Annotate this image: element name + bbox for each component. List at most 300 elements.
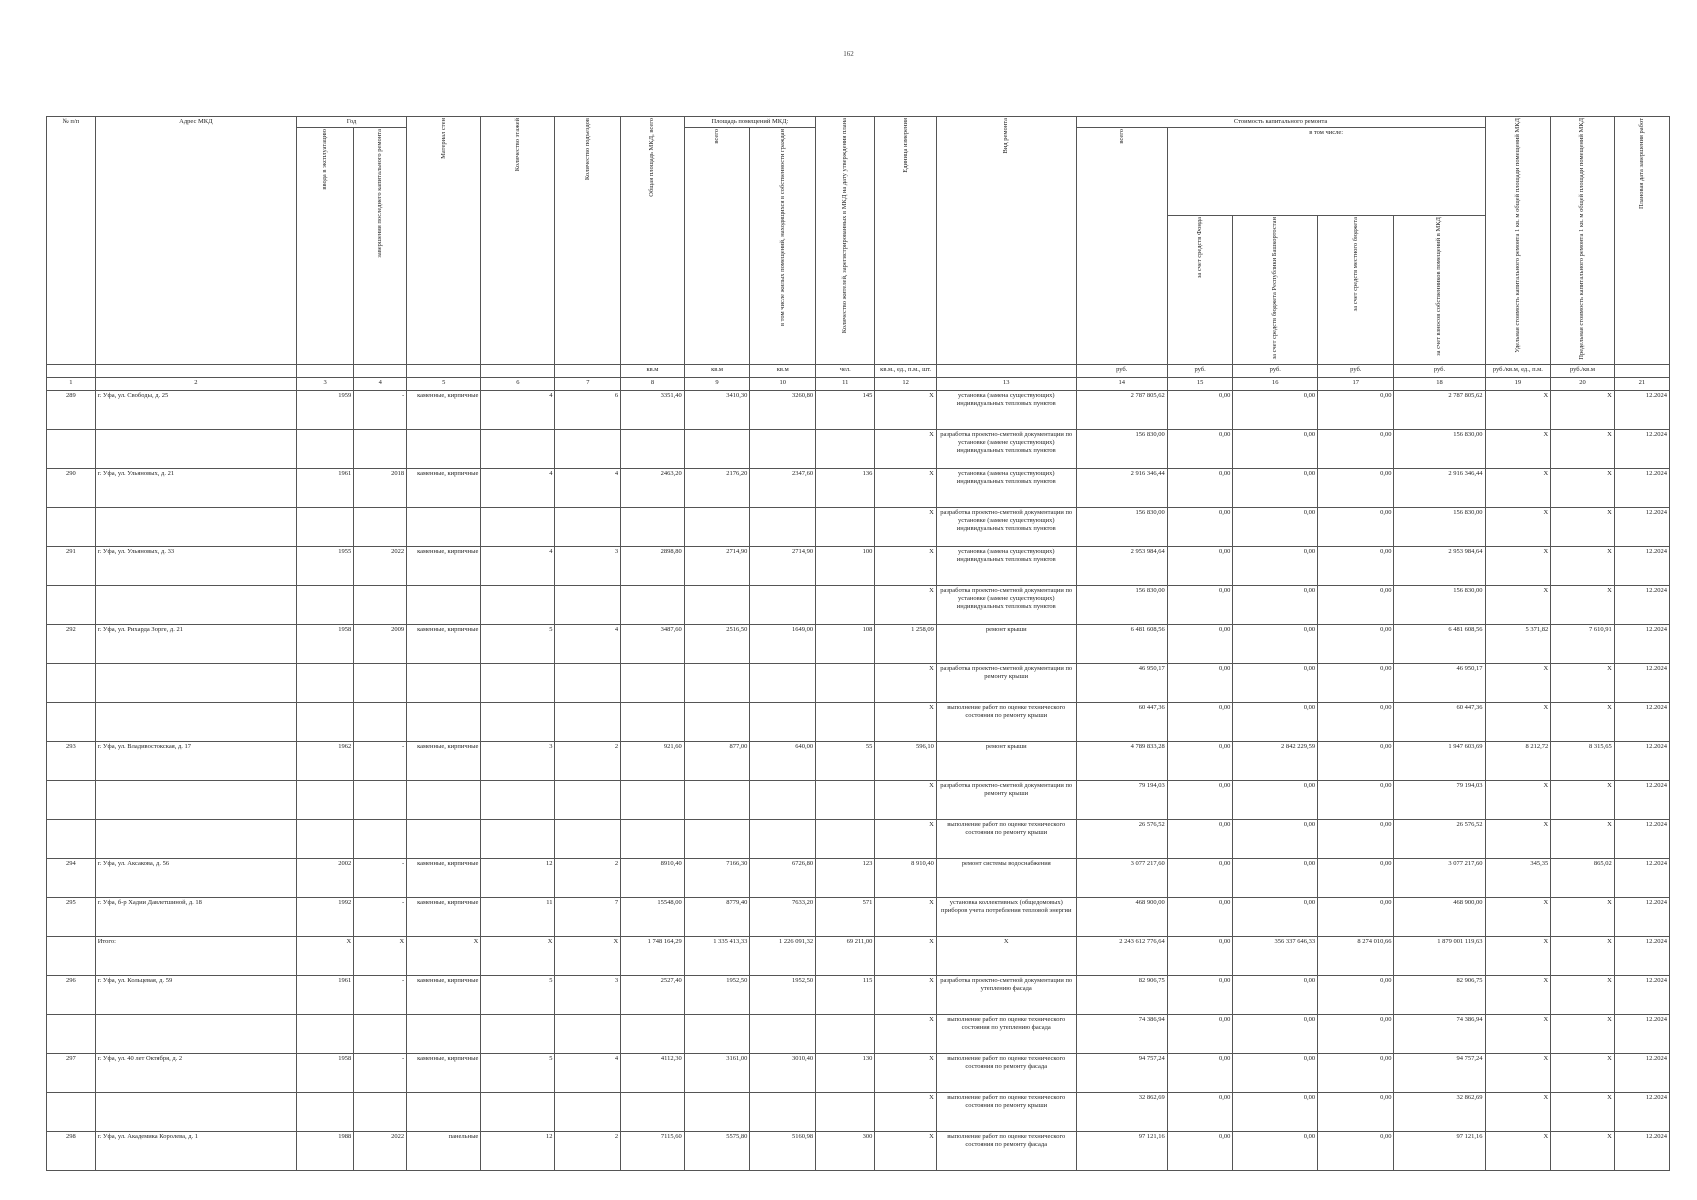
cell-year-commission: 1959 [297, 390, 354, 429]
cell-entrances: X [555, 936, 621, 975]
header-work-type: Вид ремонта [936, 117, 1076, 365]
cell-wall-material: каменные, кирпичные [407, 546, 481, 585]
header-year-last-repair: завершения последнего капитального ремонта [354, 128, 407, 365]
cell-local: 0,00 [1318, 624, 1394, 663]
cell-year-last-repair: X [354, 936, 407, 975]
cell-year-last-repair [354, 507, 407, 546]
table-row [47, 936, 1670, 975]
cell-work-type: установка (замена существующих) индивидуальных тепловых пунктов [936, 546, 1076, 585]
cell-premises-owners [750, 780, 816, 819]
cell-year-commission: 1962 [297, 741, 354, 780]
cell-unit-cost: X [1485, 546, 1551, 585]
cell-floors [481, 1014, 555, 1053]
cell-wall-material: каменные, кирпичные [407, 468, 481, 507]
header-unit-cost: Удельная стоимость капитального ремонта 1 кв. м общей площади помещений МКД [1485, 117, 1551, 365]
cell-total-area: 7115,60 [621, 1131, 685, 1170]
cell-premises-owners: 3260,80 [750, 390, 816, 429]
cell-owners: 82 906,75 [1394, 975, 1485, 1014]
cell-num [47, 702, 96, 741]
cell-residents: 69 211,00 [816, 936, 875, 975]
cell-deadline: 12.2024 [1614, 390, 1669, 429]
header-cost: Стоимость капитального ремонта [1076, 117, 1485, 128]
cell-rb: 0,00 [1233, 819, 1318, 858]
cell-address: г. Уфа, ул. Владивостокская, д. 17 [95, 741, 296, 780]
cell-premises-total: 2176,20 [684, 468, 750, 507]
cell-unit-cost: X [1485, 1053, 1551, 1092]
cell-local: 0,00 [1318, 1014, 1394, 1053]
cell-address: г. Уфа, ул. 40 лет Октября, д. 2 [95, 1053, 296, 1092]
cell-cost-total: 26 576,52 [1076, 819, 1167, 858]
cell-wall-material [407, 585, 481, 624]
cell-fund: 0,00 [1167, 663, 1233, 702]
cell-fund: 0,00 [1167, 858, 1233, 897]
cell-premises-total: 877,00 [684, 741, 750, 780]
cell-rb: 0,00 [1233, 975, 1318, 1014]
cell-entrances: 7 [555, 897, 621, 936]
cell-fund: 0,00 [1167, 429, 1233, 468]
cell-local: 0,00 [1318, 780, 1394, 819]
cell-unit-cost: X [1485, 1014, 1551, 1053]
cell-residents [816, 585, 875, 624]
cell-local: 0,00 [1318, 429, 1394, 468]
cell-local: 0,00 [1318, 702, 1394, 741]
cell-fund: 0,00 [1167, 936, 1233, 975]
cell-address: г. Уфа, ул. Академика Королева, д. 1 [95, 1131, 296, 1170]
cell-rb: 0,00 [1233, 429, 1318, 468]
cell-premises-total: 2516,50 [684, 624, 750, 663]
cell-year-commission [297, 585, 354, 624]
cell-wall-material [407, 780, 481, 819]
cell-cost-total: 94 757,24 [1076, 1053, 1167, 1092]
cell-wall-material [407, 819, 481, 858]
cell-unit: X [875, 1092, 936, 1131]
cell-total-area [621, 585, 685, 624]
cell-fund: 0,00 [1167, 390, 1233, 429]
cell-wall-material: X [407, 936, 481, 975]
cell-premises-owners [750, 1092, 816, 1131]
cell-year-last-repair [354, 1014, 407, 1053]
cell-premises-owners [750, 585, 816, 624]
cell-unit-cost: X [1485, 468, 1551, 507]
cell-year-last-repair [354, 819, 407, 858]
cell-total-area: 3487,60 [621, 624, 685, 663]
cell-unit: X [875, 897, 936, 936]
cell-total-area: 3351,40 [621, 390, 685, 429]
table-row [47, 507, 1670, 546]
cell-cost-total: 468 900,00 [1076, 897, 1167, 936]
cell-local: 0,00 [1318, 1092, 1394, 1131]
cell-wall-material: панельные [407, 1131, 481, 1170]
cell-premises-total: 1 335 413,33 [684, 936, 750, 975]
cell-local: 0,00 [1318, 390, 1394, 429]
cell-premises-total [684, 780, 750, 819]
cell-total-area: 2898,80 [621, 546, 685, 585]
cell-residents: 136 [816, 468, 875, 507]
cell-floors [481, 507, 555, 546]
cell-rb: 0,00 [1233, 585, 1318, 624]
cell-floors: 3 [481, 741, 555, 780]
cell-deadline: 12.2024 [1614, 429, 1669, 468]
table-row [47, 429, 1670, 468]
cell-address [95, 585, 296, 624]
cell-total-area [621, 780, 685, 819]
header-cost-total: всего [1076, 128, 1167, 365]
cell-max-cost: X [1551, 546, 1615, 585]
cell-num: 297 [47, 1053, 96, 1092]
cell-local: 0,00 [1318, 819, 1394, 858]
table-row [47, 1053, 1670, 1092]
cell-entrances: 3 [555, 975, 621, 1014]
cell-residents [816, 429, 875, 468]
cell-deadline: 12.2024 [1614, 507, 1669, 546]
cell-total-area [621, 1092, 685, 1131]
cell-deadline: 12.2024 [1614, 624, 1669, 663]
cell-entrances: 3 [555, 546, 621, 585]
cell-total-area [621, 429, 685, 468]
cell-premises-total [684, 429, 750, 468]
cell-unit-cost: X [1485, 507, 1551, 546]
cell-unit: X [875, 507, 936, 546]
header-fund: за счет средств Фонда [1167, 216, 1233, 364]
cell-fund: 0,00 [1167, 1053, 1233, 1092]
cell-work-type: выполнение работ по оценке технического состояния по ремонту крыши [936, 1092, 1076, 1131]
table-row [47, 468, 1670, 507]
cell-fund: 0,00 [1167, 585, 1233, 624]
cell-fund: 0,00 [1167, 780, 1233, 819]
cell-premises-total [684, 585, 750, 624]
cell-year-last-repair: 2022 [354, 546, 407, 585]
table-row [47, 741, 1670, 780]
cell-num: 293 [47, 741, 96, 780]
cell-wall-material: каменные, кирпичные [407, 390, 481, 429]
cell-premises-owners [750, 429, 816, 468]
cell-max-cost: X [1551, 429, 1615, 468]
cell-num: 290 [47, 468, 96, 507]
cell-unit-cost: 8 212,72 [1485, 741, 1551, 780]
cell-unit: X [875, 429, 936, 468]
cell-wall-material: каменные, кирпичные [407, 975, 481, 1014]
cell-owners: 32 862,69 [1394, 1092, 1485, 1131]
cell-year-commission [297, 507, 354, 546]
cell-rb: 0,00 [1233, 1014, 1318, 1053]
cell-unit: X [875, 936, 936, 975]
header-premises-owners: в том числе жилых помещений, находящихся в собственности граждан [750, 128, 816, 365]
cell-unit: X [875, 975, 936, 1014]
cell-deadline: 12.2024 [1614, 663, 1669, 702]
cell-residents [816, 780, 875, 819]
cell-max-cost: X [1551, 468, 1615, 507]
cell-max-cost: X [1551, 1092, 1615, 1131]
cell-work-type: разработка проектно-сметной документации по ремонту крыши [936, 663, 1076, 702]
cell-premises-owners [750, 819, 816, 858]
cell-year-last-repair: - [354, 390, 407, 429]
cell-work-type: X [936, 936, 1076, 975]
cell-premises-owners: 2347,60 [750, 468, 816, 507]
cell-rb: 0,00 [1233, 663, 1318, 702]
cell-year-commission [297, 819, 354, 858]
cell-fund: 0,00 [1167, 702, 1233, 741]
cell-premises-total: 2714,90 [684, 546, 750, 585]
cell-floors [481, 819, 555, 858]
cell-year-last-repair: - [354, 858, 407, 897]
header-premises-area: Площадь помещений МКД: [684, 117, 815, 128]
cell-max-cost: 865,02 [1551, 858, 1615, 897]
cell-address: Итого: [95, 936, 296, 975]
cell-unit-cost: X [1485, 819, 1551, 858]
cell-residents [816, 702, 875, 741]
cell-residents [816, 819, 875, 858]
cell-residents: 55 [816, 741, 875, 780]
cell-unit: 1 258,09 [875, 624, 936, 663]
table-row [47, 780, 1670, 819]
table-row [47, 624, 1670, 663]
cell-owners: 468 900,00 [1394, 897, 1485, 936]
cell-floors: 5 [481, 975, 555, 1014]
cell-num: 296 [47, 975, 96, 1014]
cell-work-type: разработка проектно-сметной документации по установке (замене существующих) индивидуальных тепловых пунктов [936, 429, 1076, 468]
cell-wall-material [407, 429, 481, 468]
cell-local: 0,00 [1318, 741, 1394, 780]
cell-year-last-repair [354, 702, 407, 741]
cell-deadline: 12.2024 [1614, 702, 1669, 741]
cell-local: 0,00 [1318, 1131, 1394, 1170]
cell-fund: 0,00 [1167, 546, 1233, 585]
cell-wall-material: каменные, кирпичные [407, 897, 481, 936]
cell-work-type: установка коллективных (общедомовых) приборов учета потребления тепловой энергии [936, 897, 1076, 936]
cell-max-cost: X [1551, 702, 1615, 741]
cell-num [47, 780, 96, 819]
cell-year-commission: X [297, 936, 354, 975]
cell-year-last-repair: 2022 [354, 1131, 407, 1170]
cell-unit-cost: X [1485, 390, 1551, 429]
cell-unit: X [875, 1131, 936, 1170]
cell-local: 0,00 [1318, 975, 1394, 1014]
cell-year-commission [297, 429, 354, 468]
table-row [47, 897, 1670, 936]
cell-unit: X [875, 585, 936, 624]
cell-premises-owners: 2714,90 [750, 546, 816, 585]
cell-premises-owners: 6726,80 [750, 858, 816, 897]
header-unit: Единица измерения [875, 117, 936, 365]
cell-premises-total: 1952,50 [684, 975, 750, 1014]
cell-address [95, 663, 296, 702]
cell-year-last-repair: - [354, 1053, 407, 1092]
cell-max-cost: X [1551, 1014, 1615, 1053]
cell-premises-total [684, 819, 750, 858]
cell-unit: X [875, 702, 936, 741]
cell-address [95, 1092, 296, 1131]
cell-work-type: ремонт крыши [936, 624, 1076, 663]
cell-year-commission [297, 702, 354, 741]
cell-deadline: 12.2024 [1614, 585, 1669, 624]
cell-premises-total: 3410,30 [684, 390, 750, 429]
cell-owners: 60 447,36 [1394, 702, 1485, 741]
cell-max-cost: X [1551, 975, 1615, 1014]
cell-wall-material [407, 1014, 481, 1053]
cell-unit: X [875, 390, 936, 429]
cell-unit-cost: X [1485, 780, 1551, 819]
cell-year-last-repair: 2018 [354, 468, 407, 507]
cell-fund: 0,00 [1167, 1092, 1233, 1131]
cell-floors: 5 [481, 1053, 555, 1092]
cell-unit-cost: X [1485, 663, 1551, 702]
cell-premises-owners: 3010,40 [750, 1053, 816, 1092]
cell-premises-total: 3161,00 [684, 1053, 750, 1092]
cell-deadline: 12.2024 [1614, 468, 1669, 507]
cell-max-cost: X [1551, 663, 1615, 702]
cell-total-area: 2527,40 [621, 975, 685, 1014]
cell-unit-cost: X [1485, 702, 1551, 741]
cell-total-area: 1 748 164,29 [621, 936, 685, 975]
cell-work-type: выполнение работ по оценке технического состояния по утеплению фасада [936, 1014, 1076, 1053]
cell-cost-total: 32 862,69 [1076, 1092, 1167, 1131]
cell-floors [481, 780, 555, 819]
cell-floors [481, 585, 555, 624]
cell-rb: 0,00 [1233, 858, 1318, 897]
cell-rb: 0,00 [1233, 1053, 1318, 1092]
cell-unit: X [875, 780, 936, 819]
cell-premises-owners [750, 663, 816, 702]
cell-rb: 0,00 [1233, 1131, 1318, 1170]
cell-address: г. Уфа, ул. Ульяновых, д. 21 [95, 468, 296, 507]
cell-entrances: 4 [555, 624, 621, 663]
cell-owners: 2 953 984,64 [1394, 546, 1485, 585]
cell-local: 0,00 [1318, 1053, 1394, 1092]
cell-unit: 8 910,40 [875, 858, 936, 897]
cell-entrances [555, 585, 621, 624]
cell-entrances: 2 [555, 858, 621, 897]
cell-wall-material: каменные, кирпичные [407, 858, 481, 897]
cell-premises-total: 8779,40 [684, 897, 750, 936]
cell-work-type: ремонт системы водоснабжения [936, 858, 1076, 897]
cell-max-cost: X [1551, 507, 1615, 546]
cell-num: 291 [47, 546, 96, 585]
cell-residents: 300 [816, 1131, 875, 1170]
cell-residents [816, 507, 875, 546]
cell-num [47, 819, 96, 858]
cell-owners: 94 757,24 [1394, 1053, 1485, 1092]
cell-deadline: 12.2024 [1614, 819, 1669, 858]
cell-num [47, 936, 96, 975]
cell-owners: 2 787 805,62 [1394, 390, 1485, 429]
cell-residents: 100 [816, 546, 875, 585]
cell-year-commission: 1961 [297, 975, 354, 1014]
cell-deadline: 12.2024 [1614, 936, 1669, 975]
cell-num [47, 1092, 96, 1131]
cell-fund: 0,00 [1167, 468, 1233, 507]
cell-year-last-repair [354, 429, 407, 468]
cell-cost-total: 82 906,75 [1076, 975, 1167, 1014]
cell-num: 289 [47, 390, 96, 429]
cell-rb: 0,00 [1233, 546, 1318, 585]
cell-cost-total: 2 953 984,64 [1076, 546, 1167, 585]
cell-total-area [621, 702, 685, 741]
cell-owners: 1 947 603,69 [1394, 741, 1485, 780]
cell-deadline: 12.2024 [1614, 546, 1669, 585]
cell-year-commission: 1955 [297, 546, 354, 585]
cell-unit: X [875, 546, 936, 585]
cell-premises-owners: 5160,98 [750, 1131, 816, 1170]
cell-unit-cost: X [1485, 1092, 1551, 1131]
cell-cost-total: 79 194,03 [1076, 780, 1167, 819]
header-deadline: Плановая дата завершения работ [1614, 117, 1669, 365]
cell-residents: 145 [816, 390, 875, 429]
cell-residents: 115 [816, 975, 875, 1014]
cell-entrances [555, 819, 621, 858]
cell-unit-cost: X [1485, 585, 1551, 624]
cell-work-type: выполнение работ по оценке технического состояния по ремонту крыши [936, 702, 1076, 741]
cell-premises-owners [750, 1014, 816, 1053]
cell-unit-cost: 345,35 [1485, 858, 1551, 897]
cell-premises-total [684, 663, 750, 702]
cell-unit: X [875, 1014, 936, 1053]
cell-cost-total: 4 789 833,28 [1076, 741, 1167, 780]
cell-owners: 3 077 217,60 [1394, 858, 1485, 897]
cell-rb: 0,00 [1233, 390, 1318, 429]
cell-address: г. Уфа, ул. Ульяновых, д. 33 [95, 546, 296, 585]
cell-deadline: 12.2024 [1614, 897, 1669, 936]
header-incl: в том числе: [1167, 128, 1485, 216]
cell-address [95, 780, 296, 819]
header-rb: за счет средств бюджета Республики Башкортостан [1233, 216, 1318, 364]
cell-fund: 0,00 [1167, 897, 1233, 936]
cell-wall-material [407, 702, 481, 741]
cell-residents: 130 [816, 1053, 875, 1092]
cell-year-last-repair [354, 780, 407, 819]
header-address: Адрес МКД [95, 117, 296, 365]
cell-owners: 1 879 001 119,63 [1394, 936, 1485, 975]
cell-max-cost: X [1551, 1131, 1615, 1170]
cell-deadline: 12.2024 [1614, 1053, 1669, 1092]
cell-deadline: 12.2024 [1614, 780, 1669, 819]
cell-rb: 0,00 [1233, 897, 1318, 936]
units-row: кв.м кв.м кв.м чел. кв.м., ед., п.м., шт. руб. руб. руб. руб. руб. руб./кв.м, ед., п.м. руб./кв.м [47, 364, 1670, 377]
cell-floors [481, 429, 555, 468]
cell-residents: 108 [816, 624, 875, 663]
cell-rb: 2 842 229,59 [1233, 741, 1318, 780]
header-residents: Количество жителей, зарегистрированных в МКД на дату утверждения плана [816, 117, 875, 365]
cell-cost-total: 6 481 608,56 [1076, 624, 1167, 663]
cell-cost-total: 60 447,36 [1076, 702, 1167, 741]
cell-unit-cost: X [1485, 936, 1551, 975]
cell-unit: X [875, 1053, 936, 1092]
cell-entrances [555, 663, 621, 702]
cell-floors: 5 [481, 624, 555, 663]
cell-entrances [555, 780, 621, 819]
cell-unit: X [875, 663, 936, 702]
cell-residents [816, 1014, 875, 1053]
table-row [47, 585, 1670, 624]
cell-premises-owners: 1649,00 [750, 624, 816, 663]
cell-address [95, 507, 296, 546]
cell-total-area [621, 507, 685, 546]
cell-total-area [621, 1014, 685, 1053]
header-year-commission: ввода в эксплуатацию [297, 128, 354, 365]
cell-cost-total: 3 077 217,60 [1076, 858, 1167, 897]
cell-local: 0,00 [1318, 585, 1394, 624]
cell-max-cost: X [1551, 897, 1615, 936]
cell-max-cost: X [1551, 936, 1615, 975]
cell-deadline: 12.2024 [1614, 1131, 1669, 1170]
header-premises-total: всего [684, 128, 750, 365]
table-row [47, 390, 1670, 429]
cell-year-commission [297, 1092, 354, 1131]
table-row [47, 546, 1670, 585]
cell-work-type: выполнение работ по оценке технического состояния по ремонту фасада [936, 1131, 1076, 1170]
cell-residents: 123 [816, 858, 875, 897]
cell-premises-owners [750, 507, 816, 546]
cell-fund: 0,00 [1167, 624, 1233, 663]
